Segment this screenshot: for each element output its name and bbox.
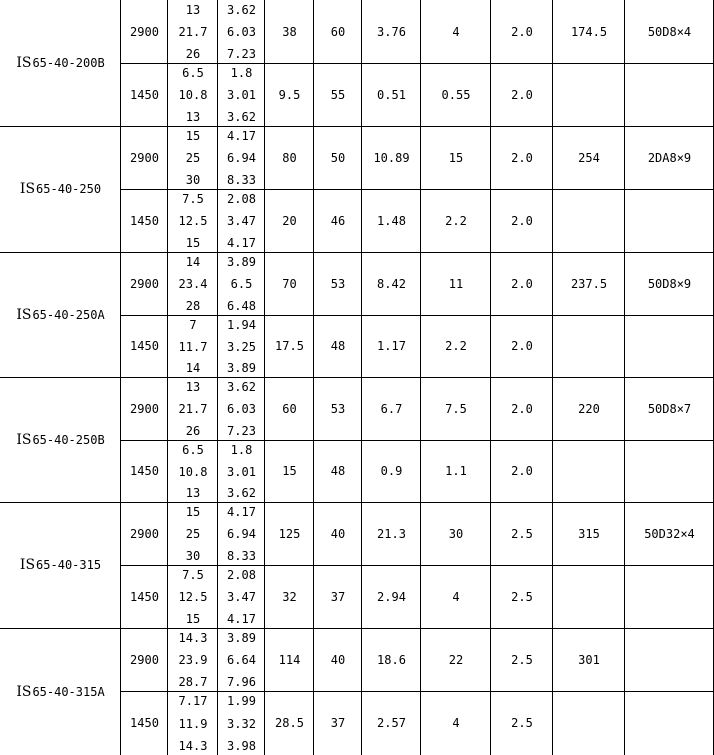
head-cell: 17.5 [275, 339, 304, 353]
cell-value: 15 [185, 612, 201, 626]
speed-cell: 1450 [130, 213, 159, 228]
head-cell: 125 [278, 526, 301, 541]
cell-value: 30 [185, 173, 201, 187]
speed-cell: 1450 [130, 339, 159, 353]
shaft-power-cell: 3.76 [377, 24, 406, 39]
cell-value: 23.9 [178, 653, 208, 667]
model-prefix: IS [16, 55, 32, 71]
model-prefix: IS [19, 181, 36, 197]
cell-value: 6.64 [227, 653, 256, 667]
head-cell: 9.5 [278, 87, 301, 102]
base-cell [625, 315, 714, 377]
cell-value: 3.01 [227, 88, 256, 102]
npsh-cell: 2.0 [511, 276, 533, 291]
efficiency-cell: 48 [330, 464, 346, 478]
model-suffix: 65-40-250B [32, 432, 105, 447]
cell-value: 28 [185, 299, 201, 313]
speed-cell: 1450 [130, 589, 159, 604]
cell-value: 3.62 [227, 380, 256, 394]
weight-cell: 315 [578, 526, 600, 541]
cell-value: 14 [185, 255, 201, 269]
motor-power-cell: 30 [448, 526, 464, 541]
cell-value: 10.8 [178, 88, 208, 102]
flow-alt-cell [218, 565, 265, 628]
model-cell [0, 126, 121, 252]
cell-value: 3.62 [227, 486, 256, 500]
cell-value: 6.03 [227, 25, 256, 39]
motor-power-cell: 15 [448, 150, 464, 165]
efficiency-cell: 53 [330, 276, 346, 291]
cell-value: 7 [189, 318, 197, 332]
flow-alt-cell [218, 502, 265, 565]
cell-value: 14.3 [178, 631, 208, 645]
base-cell [625, 691, 714, 755]
cell-value: 7.17 [178, 694, 208, 708]
cell-value: 6.03 [227, 402, 256, 416]
motor-power-cell: 2.2 [445, 339, 467, 353]
efficiency-cell: 53 [330, 401, 346, 416]
motor-power-cell: 4 [452, 716, 460, 730]
efficiency-cell: 40 [330, 526, 346, 541]
cell-value: 6.94 [227, 151, 256, 165]
flow-cell [168, 189, 218, 252]
flow-alt-cell [218, 252, 265, 315]
flow-cell [168, 315, 218, 377]
model-prefix: IS [16, 431, 32, 448]
cell-value: 15 [185, 236, 201, 250]
model-cell [0, 377, 121, 502]
shaft-power-cell: 21.3 [377, 526, 406, 541]
cell-value: 2.08 [227, 568, 256, 582]
weight-cell: 254 [578, 150, 600, 165]
shaft-power-cell: 1.17 [377, 339, 406, 353]
cell-value: 4.17 [227, 505, 256, 519]
cell-value: 13 [185, 486, 201, 500]
cell-value: 12.5 [178, 214, 208, 228]
shaft-power-cell: 0.9 [380, 464, 403, 478]
flow-alt-cell [218, 377, 265, 440]
cell-value: 12.5 [178, 590, 208, 604]
weight-cell [553, 565, 625, 628]
speed-cell: 2900 [130, 24, 159, 39]
cell-value: 13 [185, 380, 201, 394]
cell-value: 14 [185, 361, 201, 375]
cell-value: 8.33 [227, 549, 256, 563]
weight-cell: 301 [578, 652, 600, 667]
shaft-power-cell: 6.7 [380, 401, 403, 416]
head-cell: 15 [282, 464, 297, 478]
cell-value: 4.17 [227, 236, 256, 250]
head-cell: 20 [282, 213, 297, 228]
speed-cell: 2900 [130, 150, 159, 165]
model-suffix: 65-40-250 [36, 182, 102, 196]
npsh-cell: 2.5 [511, 589, 533, 604]
cell-value: 23.4 [178, 277, 208, 291]
shaft-power-cell: 0.51 [377, 87, 406, 102]
npsh-cell: 2.0 [511, 213, 533, 228]
cell-value: 7.23 [227, 424, 256, 438]
speed-cell: 1450 [130, 716, 159, 730]
cell-value: 1.99 [227, 694, 256, 708]
shaft-power-cell: 2.94 [377, 589, 406, 604]
cell-value: 3.89 [227, 255, 256, 269]
weight-cell: 237.5 [570, 276, 608, 291]
efficiency-cell: 60 [330, 24, 346, 39]
weight-cell [553, 63, 625, 126]
efficiency-cell: 37 [330, 716, 346, 730]
model-cell [0, 628, 121, 755]
base-cell [625, 189, 714, 252]
flow-cell [168, 565, 218, 628]
model-suffix: 65-40-250A [32, 307, 105, 322]
cell-value: 6.5 [182, 443, 204, 457]
head-cell: 60 [282, 401, 297, 416]
cell-value: 13 [185, 3, 201, 17]
motor-power-cell: 11 [448, 276, 464, 291]
npsh-cell: 2.0 [511, 87, 533, 102]
base-cell: 2DA8×9 [647, 150, 692, 165]
cell-value: 25 [185, 527, 201, 541]
flow-alt-cell [218, 691, 265, 755]
weight-cell [553, 315, 625, 377]
cell-value: 6.94 [227, 527, 256, 541]
head-cell: 70 [282, 276, 297, 291]
efficiency-cell: 46 [330, 213, 346, 228]
model-cell [0, 252, 121, 377]
base-cell [625, 628, 714, 691]
shaft-power-cell: 8.42 [377, 276, 406, 291]
cell-value: 14.3 [178, 739, 208, 753]
head-cell: 32 [282, 589, 297, 604]
npsh-cell: 2.0 [511, 464, 533, 478]
efficiency-cell: 48 [330, 339, 346, 353]
cell-value: 3.62 [227, 3, 256, 17]
npsh-cell: 2.0 [511, 150, 533, 165]
speed-cell: 2900 [130, 526, 159, 541]
cell-value: 11.9 [178, 716, 208, 731]
shaft-power-cell: 1.48 [377, 213, 406, 228]
base-cell [625, 565, 714, 628]
head-cell: 28.5 [275, 716, 304, 730]
cell-value: 25 [185, 151, 201, 165]
cell-value: 3.47 [227, 590, 256, 604]
cell-value: 15 [185, 505, 201, 519]
flow-cell [168, 440, 218, 502]
cell-value: 7.5 [182, 192, 204, 206]
speed-cell: 1450 [130, 464, 159, 478]
flow-cell [168, 63, 218, 126]
cell-value: 2.08 [227, 192, 256, 206]
npsh-cell: 2.5 [511, 716, 533, 730]
flow-alt-cell [218, 315, 265, 377]
weight-cell: 174.5 [570, 24, 608, 39]
cell-value: 3.25 [227, 339, 256, 354]
cell-value: 26 [185, 424, 201, 438]
weight-cell [553, 440, 625, 502]
flow-cell [168, 126, 218, 189]
cell-value: 3.98 [227, 739, 256, 753]
cell-value: 10.8 [178, 464, 208, 479]
speed-cell: 2900 [130, 401, 159, 416]
base-cell: 50D32×4 [644, 526, 695, 541]
cell-value: 15 [185, 129, 201, 143]
cell-value: 8.33 [227, 173, 256, 187]
cell-value: 6.5 [230, 277, 253, 291]
cell-value: 21.7 [178, 402, 208, 416]
flow-alt-cell [218, 440, 265, 502]
head-cell: 114 [278, 652, 301, 667]
cell-value: 4.17 [227, 129, 256, 143]
speed-cell: 2900 [130, 276, 159, 291]
shaft-power-cell: 10.89 [373, 150, 410, 165]
flow-alt-cell [218, 63, 265, 126]
cell-value: 13 [185, 110, 201, 124]
model-suffix: 65-40-315 [36, 558, 102, 572]
head-cell: 38 [282, 24, 297, 39]
cell-value: 4.17 [227, 612, 256, 626]
npsh-cell: 2.0 [511, 339, 533, 353]
cell-value: 26 [185, 47, 201, 61]
cell-value: 1.8 [230, 66, 253, 80]
base-cell: 50D8×9 [647, 276, 692, 291]
weight-cell [553, 691, 625, 755]
model-prefix: IS [19, 557, 36, 573]
efficiency-cell: 37 [330, 589, 346, 604]
cell-value: 7.5 [182, 568, 204, 582]
flow-cell [168, 628, 218, 691]
model-prefix: IS [16, 683, 32, 700]
flow-alt-cell [218, 628, 265, 691]
cell-value: 3.89 [227, 361, 256, 375]
cell-value: 1.8 [230, 443, 253, 457]
npsh-cell: 2.0 [511, 401, 533, 416]
flow-alt-cell [218, 0, 265, 63]
cell-value: 11.7 [178, 339, 208, 354]
speed-cell: 2900 [130, 652, 159, 667]
model-suffix: 65-40-200B [32, 56, 105, 70]
cell-value: 28.7 [178, 675, 208, 689]
cell-value: 21.7 [178, 25, 208, 39]
efficiency-cell: 40 [330, 652, 346, 667]
flow-cell [168, 502, 218, 565]
flow-cell [168, 252, 218, 315]
motor-power-cell: 4 [452, 589, 460, 604]
cell-value: 3.47 [227, 214, 256, 228]
head-cell: 80 [282, 150, 297, 165]
cell-value: 6.5 [182, 66, 204, 80]
cell-value: 7.23 [227, 47, 256, 61]
cell-value: 6.48 [227, 299, 256, 313]
efficiency-cell: 50 [330, 150, 346, 165]
motor-power-cell: 1.1 [445, 464, 467, 478]
base-cell [625, 440, 714, 502]
model-cell [0, 502, 121, 628]
shaft-power-cell: 2.57 [377, 716, 406, 730]
flow-cell [168, 0, 218, 63]
flow-cell [168, 377, 218, 440]
model-cell [0, 0, 121, 126]
npsh-cell: 2.5 [511, 526, 533, 541]
npsh-cell: 2.5 [511, 652, 533, 667]
npsh-cell: 2.0 [511, 24, 533, 39]
efficiency-cell: 55 [330, 87, 346, 102]
model-suffix: 65-40-315A [32, 684, 105, 699]
cell-value: 30 [185, 549, 201, 563]
motor-power-cell: 7.5 [445, 401, 467, 416]
motor-power-cell: 22 [448, 652, 464, 667]
weight-cell: 220 [578, 401, 600, 416]
base-cell: 50D8×7 [647, 401, 692, 416]
cell-value: 3.01 [227, 464, 256, 479]
motor-power-cell: 2.2 [445, 213, 467, 228]
cell-value: 7.96 [227, 675, 256, 689]
flow-cell [168, 691, 218, 755]
cell-value: 3.62 [227, 110, 256, 124]
base-cell: 50D8×4 [647, 24, 692, 39]
cell-value: 3.32 [227, 716, 256, 731]
shaft-power-cell: 18.6 [377, 652, 406, 667]
weight-cell [553, 189, 625, 252]
flow-alt-cell [218, 126, 265, 189]
base-cell [625, 63, 714, 126]
cell-value: 3.89 [227, 631, 256, 645]
cell-value: 1.94 [227, 318, 256, 332]
flow-alt-cell [218, 189, 265, 252]
speed-cell: 1450 [130, 87, 159, 102]
motor-power-cell: 4 [452, 24, 460, 39]
model-prefix: IS [16, 306, 32, 323]
motor-power-cell: 0.55 [441, 87, 471, 102]
